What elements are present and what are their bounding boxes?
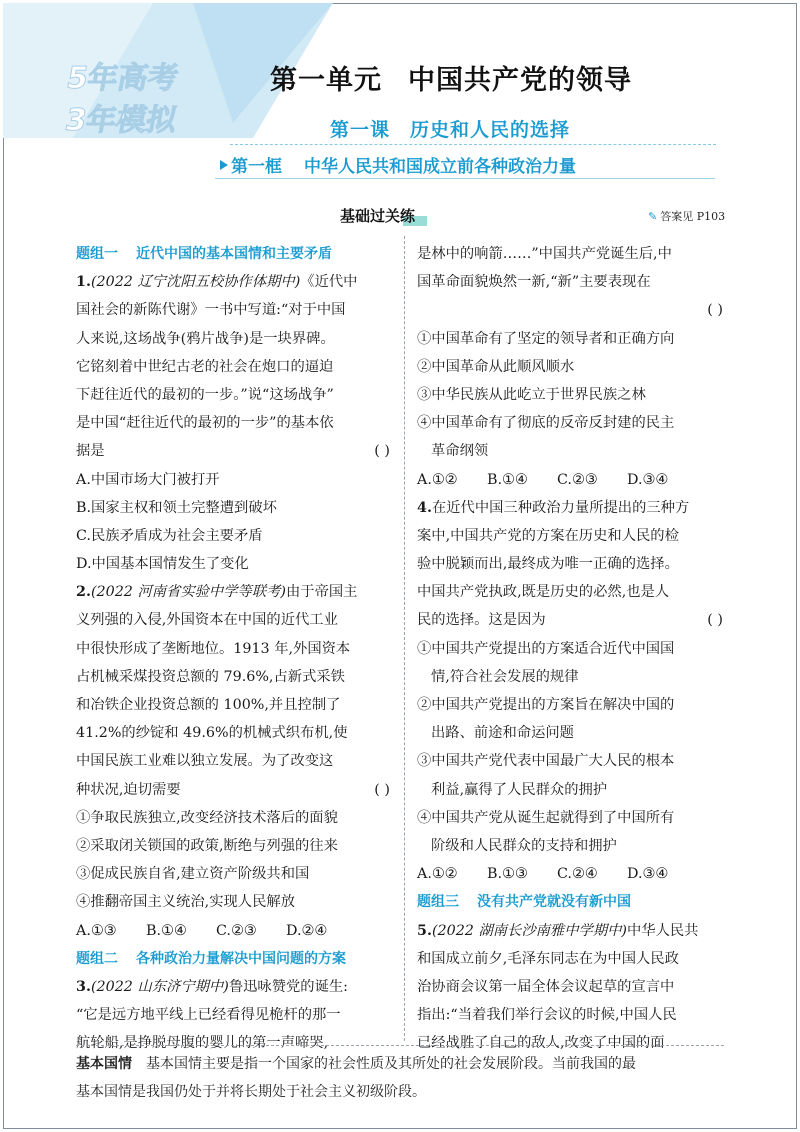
question-start	[417, 917, 727, 945]
question-text: ④中国革命有了彻底的反帝反封建的民主	[417, 415, 675, 432]
choice-option: B.①③	[487, 866, 528, 883]
question-text: 人来说,这场战争(鸦片战争)是一块界碑。	[76, 330, 335, 347]
choice-option: C.②③	[557, 471, 598, 488]
question-text: ①争取民族独立,改变经济技术落后的面貌	[76, 809, 338, 826]
right-column	[417, 240, 727, 1057]
choice-option: A.①②	[417, 471, 458, 488]
footnote-text-1: 基本国情主要是指一个国家的社会性质及其所处的社会发展阶段。当前我国的最	[146, 1056, 636, 1072]
text-line	[417, 296, 727, 324]
question-text: ③中国共产党代表中国最广大人民的根本	[417, 753, 675, 770]
question-group-heading	[76, 240, 394, 268]
question-text: A.中国市场大门被打开	[76, 471, 220, 488]
question-text: ④推翻帝国主义统治,实现人民解放	[76, 894, 295, 911]
text-line	[417, 550, 727, 578]
left-column	[76, 240, 394, 1057]
text-line	[76, 832, 394, 860]
question-source: (2022 山东济宁期中)	[90, 978, 229, 995]
question-text: 据是	[76, 443, 105, 460]
question-text: 中很快形成了垄断地位。1913 年,外国资本	[76, 640, 351, 657]
question-number: 5.	[417, 922, 432, 939]
question-group-heading	[76, 945, 394, 973]
question-number: 1.	[76, 274, 91, 291]
question-text: 阶级和人民群众的支持和拥护	[431, 837, 617, 854]
question-text: ②采取闭关锁国的政策,断绝与列强的往来	[76, 837, 338, 854]
group-title: 近代中国的基本国情和主要矛盾	[136, 246, 332, 262]
question-text: B.国家主权和领土完整遭到破坏	[76, 499, 277, 516]
text-line	[76, 804, 394, 832]
frame-number: 第一框	[231, 157, 282, 177]
text-line	[417, 945, 727, 973]
question-text: 指出:“当着我们举行会议的时候,中国人民	[417, 1007, 677, 1024]
question-text: “它是远方地平线上已经看得见桅杆的那一	[76, 1007, 341, 1024]
question-text: 种状况,迫切需要	[76, 781, 181, 798]
question-text: 案中,中国共产党的方案在历史和人民的检	[417, 527, 679, 544]
text-line	[76, 494, 394, 522]
text-line	[417, 804, 727, 832]
question-text: 中华人民共	[627, 922, 699, 939]
question-text: 革命纲领	[431, 443, 489, 460]
question-source: (2022 辽宁沈阳五校协作体期中)	[90, 274, 301, 291]
question-text: ④中国共产党从诞生起就得到了中国所有	[417, 809, 675, 826]
choice-option: A.①②	[417, 866, 458, 883]
question-text: ①中国共产党提出的方案适合近代中国国	[417, 640, 675, 657]
text-line	[76, 860, 394, 888]
book-logo	[60, 50, 220, 160]
text-line	[76, 437, 394, 465]
question-text: 情,符合社会发展的规律	[431, 668, 579, 685]
text-line	[76, 719, 394, 747]
unit-title	[270, 58, 710, 97]
answer-choices	[76, 917, 394, 945]
answer-reference-text: 答案见 P103	[660, 210, 726, 223]
question-source: (2022 河南省实验中学等联考)	[90, 584, 286, 601]
divider	[215, 178, 715, 179]
text-line	[417, 747, 727, 775]
text-line	[76, 325, 394, 353]
text-line	[417, 606, 727, 634]
question-text: 民的选择。这是因为	[417, 612, 546, 629]
question-group-heading	[417, 888, 727, 916]
answer-bracket: ( )	[374, 443, 390, 460]
group-title: 没有共产党就没有新中国	[477, 894, 631, 911]
triangle-bullet-icon	[220, 160, 228, 170]
text-line	[76, 550, 394, 578]
question-text: 义列强的入侵,外国资本在中国的近代工业	[76, 612, 338, 629]
question-text: 41.2%的纱锭和 49.6%的机械式织布机,使	[76, 725, 348, 742]
answer-choices	[417, 466, 727, 494]
text-line	[76, 606, 394, 634]
question-text: D.中国基本国情发生了变化	[76, 556, 249, 573]
question-text: 航轮船,是挣脱母腹的婴儿的第一声啼哭,	[76, 1035, 329, 1052]
choice-option: B.①④	[146, 922, 187, 939]
logo-line-1: 5年高考	[63, 61, 181, 96]
text-line	[76, 409, 394, 437]
answer-bracket: ( )	[374, 781, 390, 798]
text-line	[76, 888, 394, 916]
section-title-text: 基础过关练	[340, 207, 416, 225]
text-line	[76, 1001, 394, 1029]
question-text: 《近代中	[300, 274, 358, 291]
question-text: ①中国革命有了坚定的领导者和正确方向	[417, 330, 675, 347]
text-line	[417, 381, 727, 409]
text-line	[417, 522, 727, 550]
question-text: ②中国革命从此顺风顺水	[417, 358, 575, 375]
text-line	[76, 663, 394, 691]
choice-option: D.③④	[627, 471, 669, 488]
lesson-name: 历史和人民的选择	[410, 119, 571, 141]
question-text: ③促成民族自省,建立资产阶级共和国	[76, 866, 310, 883]
question-text: 在近代中国三种政治力量所提出的三种方	[431, 499, 690, 516]
question-number: 3.	[76, 978, 91, 995]
text-line	[417, 409, 727, 437]
footnote-label: 基本国情	[76, 1056, 132, 1072]
answer-choices	[417, 860, 727, 888]
frame-title	[220, 152, 576, 177]
question-text: 和冶铁企业投资总额的 100%,并且控制了	[76, 697, 341, 713]
group-title: 各种政治力量解决中国问题的方案	[136, 950, 346, 967]
question-text: C.民族矛盾成为社会主要矛盾	[76, 527, 263, 544]
question-start	[76, 578, 394, 606]
column-divider	[404, 236, 405, 1041]
question-text: 利益,赢得了人民群众的拥护	[431, 781, 608, 798]
text-line	[417, 240, 727, 268]
group-label: 题组一	[76, 246, 118, 262]
text-line	[417, 691, 727, 719]
text-line	[76, 691, 394, 719]
choice-option: D.③④	[627, 866, 669, 883]
choice-option: C.②③	[216, 922, 257, 939]
text-line	[417, 973, 727, 1001]
text-line	[417, 437, 727, 465]
text-line	[417, 1001, 727, 1029]
text-line	[417, 832, 727, 860]
section-title	[340, 205, 415, 226]
question-source: (2022 湖南长沙南雅中学期中)	[431, 922, 627, 939]
choice-option: B.①④	[487, 471, 528, 488]
text-line	[417, 663, 727, 691]
question-text: 国革命面貌焕然一新,“新”主要表现在	[417, 274, 651, 291]
question-text: 治协商会议第一届全体会议起草的宣言中	[417, 978, 675, 995]
question-number: 4.	[417, 499, 432, 516]
choice-option: D.②④	[286, 922, 328, 939]
question-text: 是中国“赶往近代的最初的一步”的基本依	[76, 415, 334, 432]
divider	[230, 144, 716, 145]
question-text: 中国民族工业难以独立发展。为了改变这	[76, 753, 334, 770]
text-line	[417, 325, 727, 353]
text-line	[417, 353, 727, 381]
question-text: 和国成立前夕,毛泽东同志在为中国人民政	[417, 950, 679, 967]
text-line	[417, 578, 727, 606]
text-line	[76, 296, 394, 324]
group-label: 题组三	[417, 894, 459, 911]
text-line	[417, 776, 727, 804]
question-text: 验中脱颖而出,最终成为唯一正确的选择。	[417, 556, 679, 573]
group-label: 题组二	[76, 950, 118, 967]
text-line	[417, 635, 727, 663]
question-text: 是林中的响箭……”中国共产党诞生后,中	[417, 246, 672, 262]
pen-icon: ✎	[648, 210, 658, 223]
question-text: 占机械采煤投资总额的 79.6%,占新式采铁	[76, 668, 345, 685]
text-line	[76, 522, 394, 550]
question-text: 中国共产党执政,既是历史的必然,也是人	[417, 584, 670, 601]
question-text: 鲁迅咏赞党的诞生:	[228, 978, 349, 995]
text-line	[417, 719, 727, 747]
text-line	[76, 635, 394, 663]
question-text: 下赶往近代的最初的一步。”说“这场战争”	[76, 386, 334, 403]
text-line	[76, 353, 394, 381]
frame-name: 中华人民共和国成立前各种政治力量	[304, 157, 576, 177]
question-text: 国社会的新陈代谢》一书中写道:“对于中国	[76, 302, 346, 319]
question-text: ②中国共产党提出的方案旨在解决中国的	[417, 697, 675, 713]
text-line	[76, 747, 394, 775]
answer-reference	[648, 208, 725, 224]
answer-bracket: ( )	[707, 302, 723, 319]
text-line	[417, 268, 727, 296]
question-start	[76, 973, 394, 1001]
question-number: 2.	[76, 584, 91, 601]
choice-option: C.②④	[557, 866, 598, 883]
divider	[76, 1045, 724, 1046]
footnote	[76, 1050, 726, 1106]
unit-number: 第一单元	[270, 65, 382, 96]
question-text: 它铭刻着中世纪古老的社会在炮口的逼迫	[76, 358, 334, 375]
question-start	[76, 268, 394, 296]
question-text: 出路、前途和命运问题	[431, 725, 574, 742]
lesson-number: 第一课	[330, 119, 391, 141]
question-start	[417, 494, 727, 522]
unit-name: 中国共产党的领导	[408, 65, 632, 96]
logo-line-2: 3年模拟	[62, 103, 180, 138]
question-text: 已经战胜了自己的敌人,改变了中国的面	[417, 1035, 665, 1052]
text-line	[76, 466, 394, 494]
question-text: 由于帝国主	[286, 584, 358, 601]
text-line	[76, 381, 394, 409]
question-text: ③中华民族从此屹立于世界民族之林	[417, 386, 646, 403]
text-line	[76, 776, 394, 804]
choice-option: A.①③	[76, 922, 117, 939]
lesson-title	[330, 115, 570, 142]
answer-bracket: ( )	[707, 612, 723, 629]
footnote-text-2: 基本国情是我国仍处于并将长期处于社会主义初级阶段。	[76, 1084, 426, 1100]
